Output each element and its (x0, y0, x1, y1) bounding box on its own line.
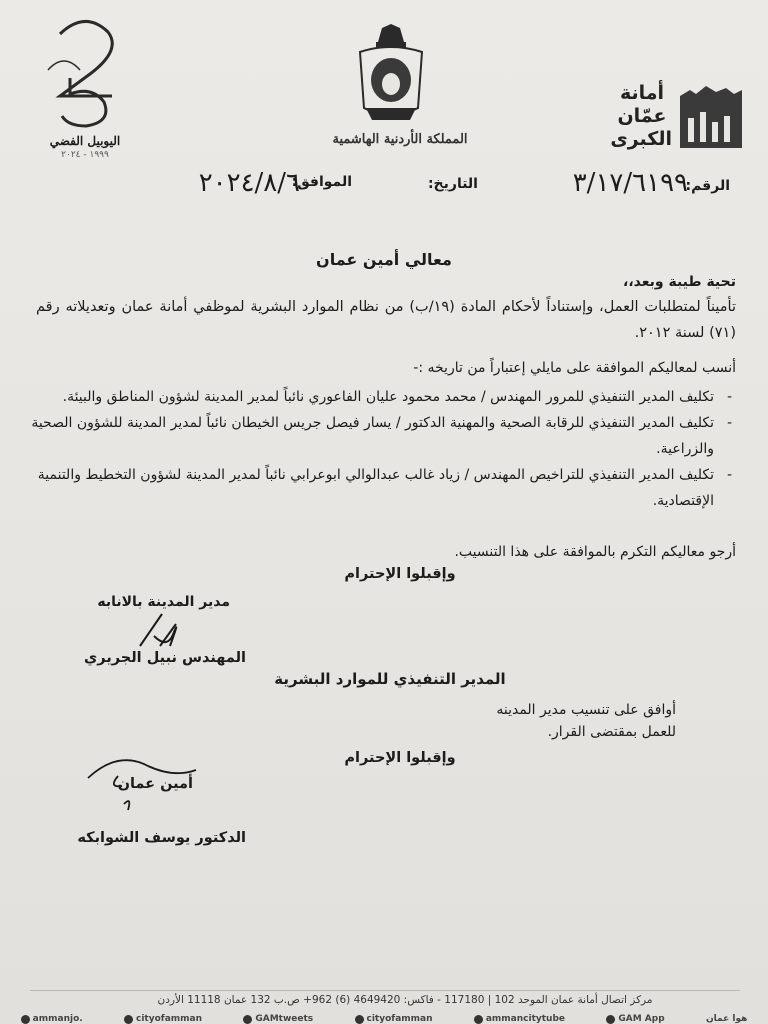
signatory1-name: المهندس نبيل الجريري (84, 650, 246, 666)
facebook-icon (124, 1015, 133, 1024)
social-link[interactable]: GAM App (606, 1012, 664, 1024)
instagram-icon (355, 1015, 364, 1024)
social-link[interactable]: ammanjo. (21, 1012, 83, 1024)
proposal-lead: أنسب لمعاليكم الموافقة على مايلي إعتباراً من تاريخه :- (413, 360, 736, 376)
gam-logo (676, 78, 746, 150)
closing-request: أرجو معاليكم التكرم بالموافقة على هذا التنسيب. (454, 544, 736, 560)
x-twitter-icon (243, 1015, 252, 1024)
addressee: معالي أمين عمان (316, 250, 452, 269)
list-item: - تكليف المدير التنفيذي للرقابة الصحية والمهنية الدكتور / يسار فيصل جريس الخيطان نائباً لمدير المدينة للشؤون الصحية والزراعية. (31, 415, 732, 457)
social-link[interactable]: هوا عمان (705, 1014, 748, 1024)
reference-number-value: ٣/١٧/٦١٩٩ (572, 168, 688, 198)
signature-1 (110, 606, 230, 656)
social-link[interactable]: cityofamman (355, 1012, 433, 1024)
assignment-text: تكليف المدير التنفيذي للرقابة الصحية والمهنية الدكتور / يسار فيصل جريس الخيطان نائباً لمدير المدينة للشؤون الصحية والزراعية. (31, 415, 714, 457)
footer-divider (30, 990, 740, 991)
authority-name (612, 82, 672, 151)
social-link[interactable]: cityofamman (124, 1012, 202, 1024)
web-icon (21, 1015, 30, 1024)
approval-line-2: للعمل بمقتضى القرار. (547, 724, 676, 740)
intro-paragraph: تأميناً لمتطلبات العمل، وإستناداً لأحكام المادة (١٩/ب) من نظام الموارد البشرية لموظفي أمانة عمان وتعديلاته رقم (٧١) لسنة ٢٠١٢. (36, 299, 736, 341)
hr-director-title: المدير التنفيذي للموارد البشرية (274, 670, 506, 688)
assignment-text: تكليف المدير التنفيذي للمرور المهندس / محمد محمود عليان الفاعوري نائباً لمدير المدينة لشؤون المناطق والبيئة. (62, 389, 714, 405)
assignment-list (31, 384, 736, 514)
reference-number-label: الرقم: (685, 178, 730, 194)
footer-address: مركز اتصال أمانة عمان الموحد 102 | 117180 - فاكس: 4649420 (6) 962+ ص.ب 132 عمان 11118 الأردن (157, 994, 653, 1006)
reference-line (20, 168, 740, 204)
assignment-text: تكليف المدير التنفيذي للتراخيص المهندس / زياد غالب عبدالوالي ابوعرابي نائباً لمدير المدينة لشؤون التخطيط والتنمية الإقتصادية. (37, 467, 714, 509)
authority-line-2: عمّان (617, 105, 667, 127)
social-links (0, 1012, 768, 1024)
signatory1-title: مدير المدينة بالانابه (97, 594, 230, 610)
social-link[interactable]: ammancitytube (474, 1012, 565, 1024)
signatory2-name: الدكتور يوسف الشوابكه (77, 830, 246, 846)
jubilee-25-icon (30, 12, 140, 130)
citadel-logo-icon (676, 78, 746, 150)
youtube-icon (474, 1015, 483, 1024)
app-icon (606, 1015, 615, 1024)
coat-of-arms (352, 22, 430, 126)
handwritten-signature-icon (110, 606, 230, 656)
jubilee-caption: اليوبيل الفضي (49, 134, 121, 148)
approval-line-1: أوافق على تنسيب مدير المدينه (496, 702, 676, 718)
silver-jubilee-logo (30, 12, 140, 160)
jubilee-years: ١٩٩٩ - ٢٠٢٤ (61, 150, 109, 160)
date-value: ٢٠٢٤/٨/٦ (198, 168, 300, 198)
authority-line-1: أمانة (619, 82, 665, 104)
social-link[interactable]: GAMtweets (243, 1012, 313, 1024)
crown-emblem-icon (352, 22, 430, 126)
regards: وإقبلوا الإحترام (344, 566, 456, 582)
list-item: - تكليف المدير التنفيذي للتراخيص المهندس / زياد غالب عبدالوالي ابوعرابي نائباً لمدير المدينة لشؤون التخطيط والتنمية الإقتصادية. (37, 467, 732, 509)
regards-2: وإقبلوا الإحترام (344, 750, 456, 766)
date-label: التاريخ: (427, 176, 478, 192)
signatory2-title: أمين عمان (117, 776, 193, 792)
greeting: تحية طيبة وبعد،، (623, 274, 736, 290)
hijri-date-label: الموافق: (291, 174, 352, 190)
kingdom-name: المملكة الأردنية الهاشمية (332, 132, 468, 147)
authority-line-3: الكبرى (610, 128, 672, 150)
list-item: - تكليف المدير التنفيذي للمرور المهندس / محمد محمود عليان الفاعوري نائباً لمدير المدينة لشؤون المناطق والبيئة. (62, 389, 732, 405)
